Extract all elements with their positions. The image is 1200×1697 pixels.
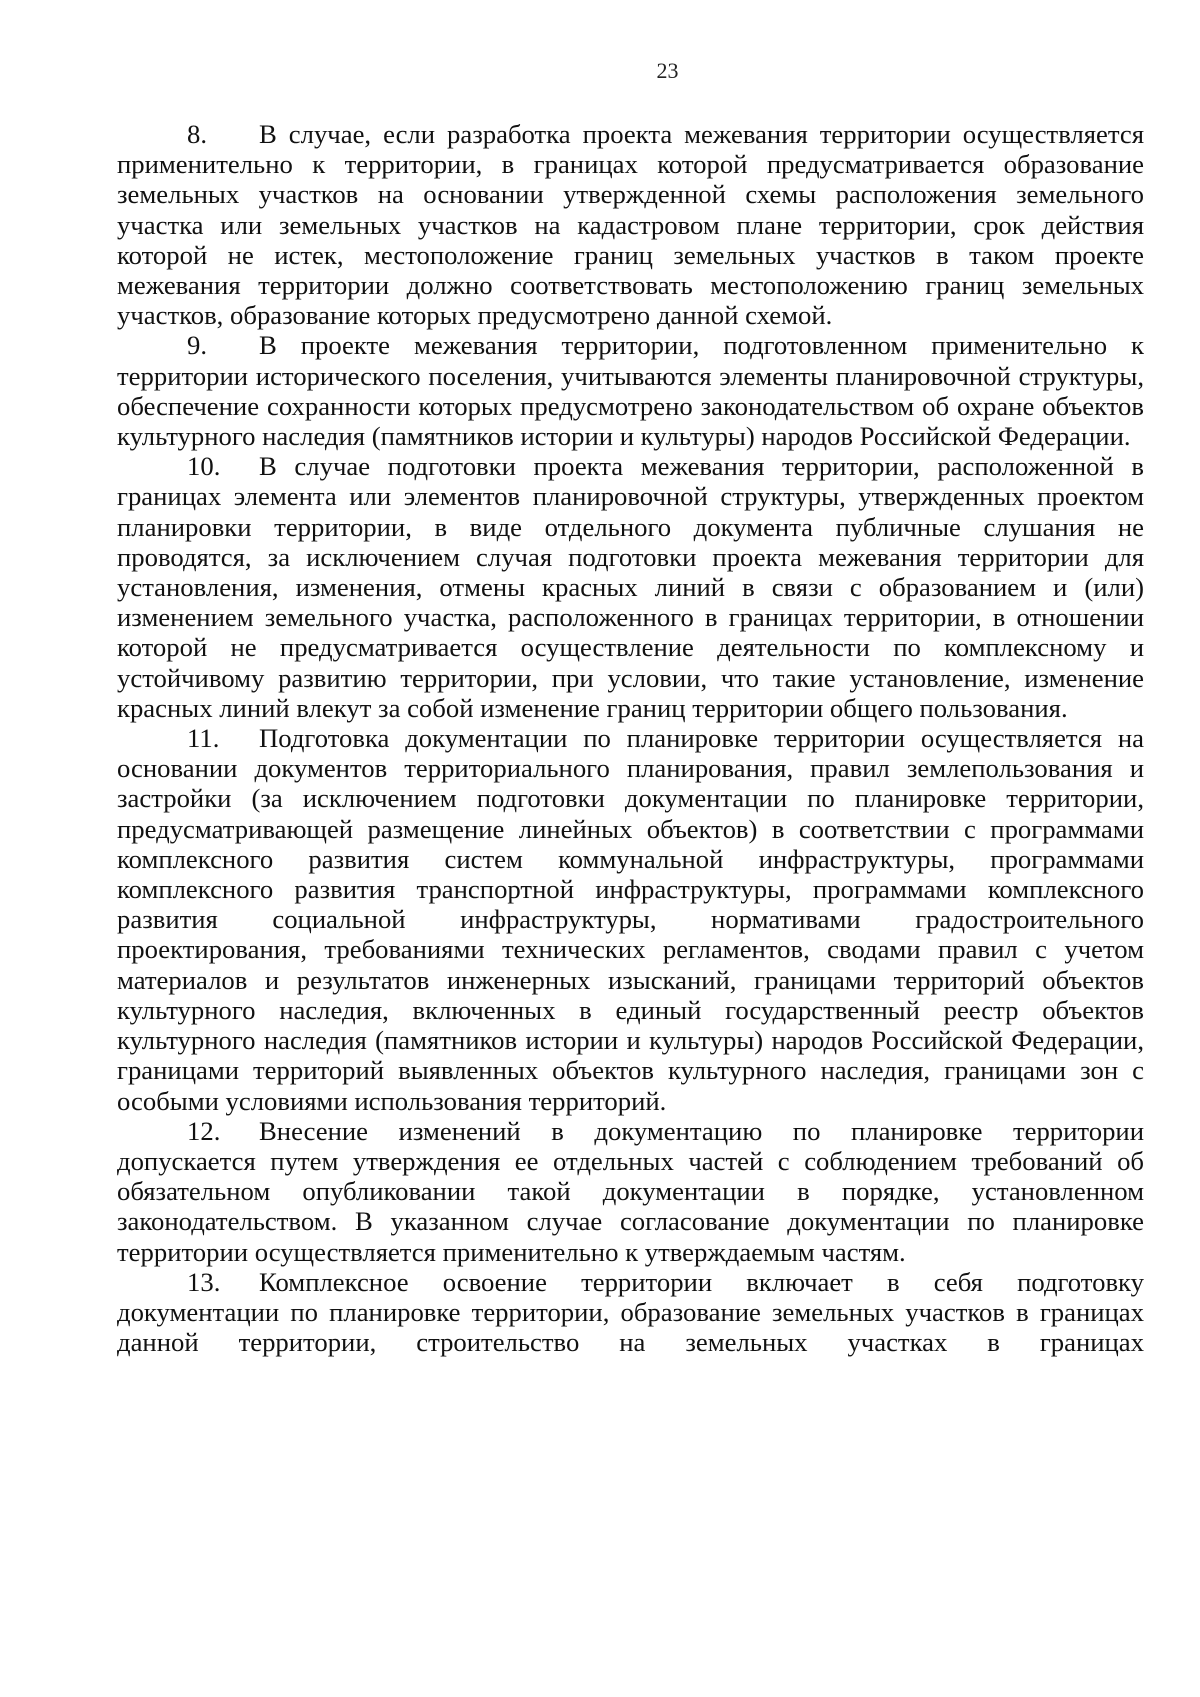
paragraph-number: 9. — [187, 330, 208, 361]
paragraph-text: Подготовка документации по планировке территории осуществляется на основании документов территориального планирования, правил землепользования и застройки (за исключением подготовки документации по планировке территории, предусматривающей размещение линейных объектов) в соответствии с программами комплексного развития систем коммунальной инфраструктуры, программами комплексного развития транспортной инфраструктуры, программами комплексного развития социальной инфраструктуры, нормативами градостроительного проектирования, требованиями технических регламентов, сводами правил с учетом материалов и результатов инженерных изысканий, границами территорий объектов культурного наследия, включенных в единый государственный реестр объектов культурного наследия (памятников истории и культуры) народов Российской Федерации, границами территорий выявленных объектов культурного наследия, границами зон с особыми условиями использования территорий. — [117, 723, 1144, 1116]
paragraph-number: 10. — [187, 451, 221, 482]
page-number: 23 — [656, 58, 679, 83]
paragraph-number: 8. — [187, 119, 208, 149]
paragraph-text: Комплексное освоение территории включает в себя подготовку документации по планировке территории, образование земельных участков в границах данной территории, строительство на земельных участках в границах — [117, 1266, 1144, 1358]
paragraph-number: 11. — [187, 723, 220, 754]
paragraph-9 — [117, 330, 1144, 451]
paragraph-10 — [117, 451, 1144, 723]
paragraph-number: 13. — [187, 1266, 221, 1297]
paragraph-12 — [117, 1116, 1144, 1267]
paragraph-13 — [117, 1267, 1144, 1358]
paragraph-text: В проекте межевания территории, подготовленном применительно к территории исторического поселения, учитываются элементы планировочной структуры, обеспечение сохранности которых предусмотрено законодательством об охране объектов культурного наследия (памятников истории и культуры) народов Российской Федерации. — [117, 330, 1144, 452]
paragraph-8 — [117, 119, 1144, 330]
paragraph-text: В случае, если разработка проекта межевания территории осуществляется применительно к территории, в границах которой предусматривается образование земельных участков на основании утвержденной схемы расположения земельного участка или земельных участков на кадастровом плане территории, срок действия которой не истек, местоположение границ земельных участков в таком проекте межевания территории должно соответствовать местоположению границ земельных участков, образование которых предусмотрено данной схемой. — [117, 119, 1144, 331]
paragraph-number: 12. — [187, 1115, 221, 1146]
paragraph-11 — [117, 723, 1144, 1116]
document-body — [117, 119, 1144, 1357]
paragraph-text: Внесение изменений в документацию по планировке территории допускается путем утверждения ее отдельных частей с соблюдением требований об обязательном опубликовании такой документации в порядке, установленном законодательством. В указанном случае согласование документации по планировке территории осуществляется применительно к утверждаемым частям. — [117, 1115, 1144, 1267]
paragraph-text: В случае подготовки проекта межевания территории, расположенной в границах элемента или элементов планировочной структуры, утвержденных проектом планировки территории, в виде отдельного документа публичные слушания не проводятся, за исключением случая подготовки проекта межевания территории для установления, изменения, отмены красных линий в связи с образованием и (или) изменением земельного участка, расположенного в границах территории, в отношении которой не предусматривается осуществление деятельности по комплексному и устойчивому развитию территории, при условии, что такие установление, изменение красных линий влекут за собой изменение границ территории общего пользования. — [117, 451, 1144, 723]
